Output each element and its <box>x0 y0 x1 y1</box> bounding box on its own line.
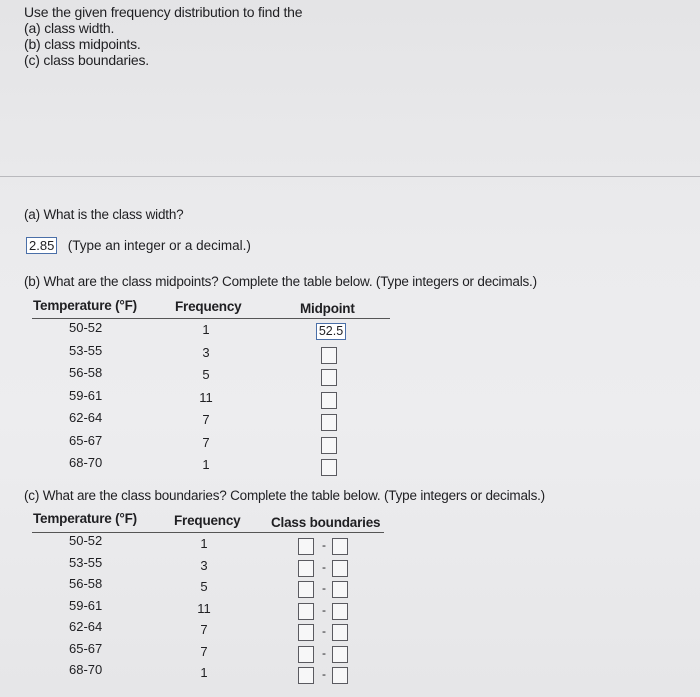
prompt-line: (c) class boundaries. <box>24 52 149 68</box>
prompt-line: (a) class width. <box>24 20 115 36</box>
lower-boundary-input[interactable] <box>298 538 314 555</box>
table-row-temperature: 62-64 <box>69 619 103 634</box>
midpoint-input[interactable] <box>321 369 337 386</box>
lower-boundary-input[interactable] <box>298 667 314 684</box>
table-row-frequency: 1 <box>200 665 208 680</box>
table-row-temperature: 68-70 <box>69 662 103 677</box>
boundary-separator: - <box>322 602 326 617</box>
upper-boundary-input[interactable] <box>332 560 348 577</box>
table-row-frequency: 1 <box>202 457 210 472</box>
part-a-answer-row <box>26 237 251 255</box>
prompt-line: Use the given frequency distribution to find the <box>24 4 303 20</box>
midpoint-input[interactable] <box>321 414 337 431</box>
table-row-frequency: 11 <box>199 389 213 405</box>
lower-boundary-input[interactable] <box>298 560 314 577</box>
table-row-frequency: 7 <box>200 622 208 637</box>
table-row-temperature: 68-70 <box>69 455 103 470</box>
midpoint-table-header-temperature: Temperature (°F) <box>33 298 137 313</box>
table-row-temperature: 65-67 <box>69 640 103 656</box>
upper-boundary-input[interactable] <box>332 624 348 641</box>
section-divider <box>0 176 700 177</box>
part-a-question: (a) What is the class width? <box>24 207 184 222</box>
boundary-separator: - <box>322 559 326 574</box>
table-row-temperature: 65-67 <box>69 432 103 448</box>
boundary-separator: - <box>322 538 326 552</box>
table-row-temperature: 50-52 <box>69 533 103 548</box>
table-row-frequency: 1 <box>202 322 210 337</box>
table-row-temperature: 53-55 <box>69 554 103 570</box>
boundary-table-header-frequency: Frequency <box>174 513 241 528</box>
problem-prompt <box>24 4 302 68</box>
table-row-frequency: 7 <box>202 434 210 450</box>
upper-boundary-input[interactable] <box>332 581 348 598</box>
upper-boundary-input[interactable] <box>332 538 348 555</box>
table-row-frequency: 11 <box>197 600 211 616</box>
upper-boundary-input[interactable] <box>332 603 348 620</box>
boundary-table-header-class-boundaries: Class boundaries <box>271 515 381 530</box>
part-b-question: (b) What are the class midpoints? Complete the table below. (Type integers or decimals.) <box>24 274 537 289</box>
class-width-input[interactable]: 2.85 <box>26 237 57 254</box>
lower-boundary-input[interactable] <box>298 581 314 598</box>
part-c-question: (c) What are the class boundaries? Complete the table below. (Type integers or decimals.) <box>24 488 545 503</box>
midpoint-input[interactable] <box>321 437 337 454</box>
boundary-separator: - <box>322 624 326 638</box>
upper-boundary-input[interactable] <box>332 646 348 663</box>
prompt-line: (b) class midpoints. <box>24 36 141 52</box>
part-a-hint: (Type an integer or a decimal.) <box>67 238 251 253</box>
table-row-frequency: 7 <box>202 412 210 427</box>
lower-boundary-input[interactable] <box>298 603 314 620</box>
table-row-frequency: 5 <box>200 579 208 594</box>
midpoint-input[interactable] <box>321 459 337 476</box>
boundary-separator: - <box>322 581 326 595</box>
midpoint-input[interactable]: 52.5 <box>316 323 346 340</box>
lower-boundary-input[interactable] <box>298 624 314 641</box>
midpoint-input[interactable] <box>321 392 337 409</box>
table-row-frequency: 3 <box>200 557 208 573</box>
boundary-separator: - <box>322 667 326 681</box>
table-row-frequency: 1 <box>200 536 208 551</box>
midpoint-table-header-midpoint: Midpoint <box>300 301 355 316</box>
lower-boundary-input[interactable] <box>298 646 314 663</box>
table-row-temperature: 59-61 <box>69 387 103 403</box>
table-row-temperature: 56-58 <box>69 576 103 591</box>
table-row-frequency: 3 <box>202 344 210 360</box>
table-row-temperature: 56-58 <box>69 365 103 380</box>
table-row-frequency: 7 <box>200 643 208 659</box>
midpoint-table-header-rule <box>32 318 390 319</box>
table-row-temperature: 53-55 <box>69 342 103 358</box>
midpoint-table-header-frequency: Frequency <box>175 299 242 314</box>
table-row-temperature: 50-52 <box>69 320 103 335</box>
upper-boundary-input[interactable] <box>332 667 348 684</box>
boundary-table-header-temperature: Temperature (°F) <box>33 511 137 526</box>
table-row-temperature: 62-64 <box>69 410 103 425</box>
table-row-frequency: 5 <box>202 367 210 382</box>
boundary-separator: - <box>322 645 326 660</box>
midpoint-input[interactable] <box>321 347 337 364</box>
table-row-temperature: 59-61 <box>69 597 103 613</box>
